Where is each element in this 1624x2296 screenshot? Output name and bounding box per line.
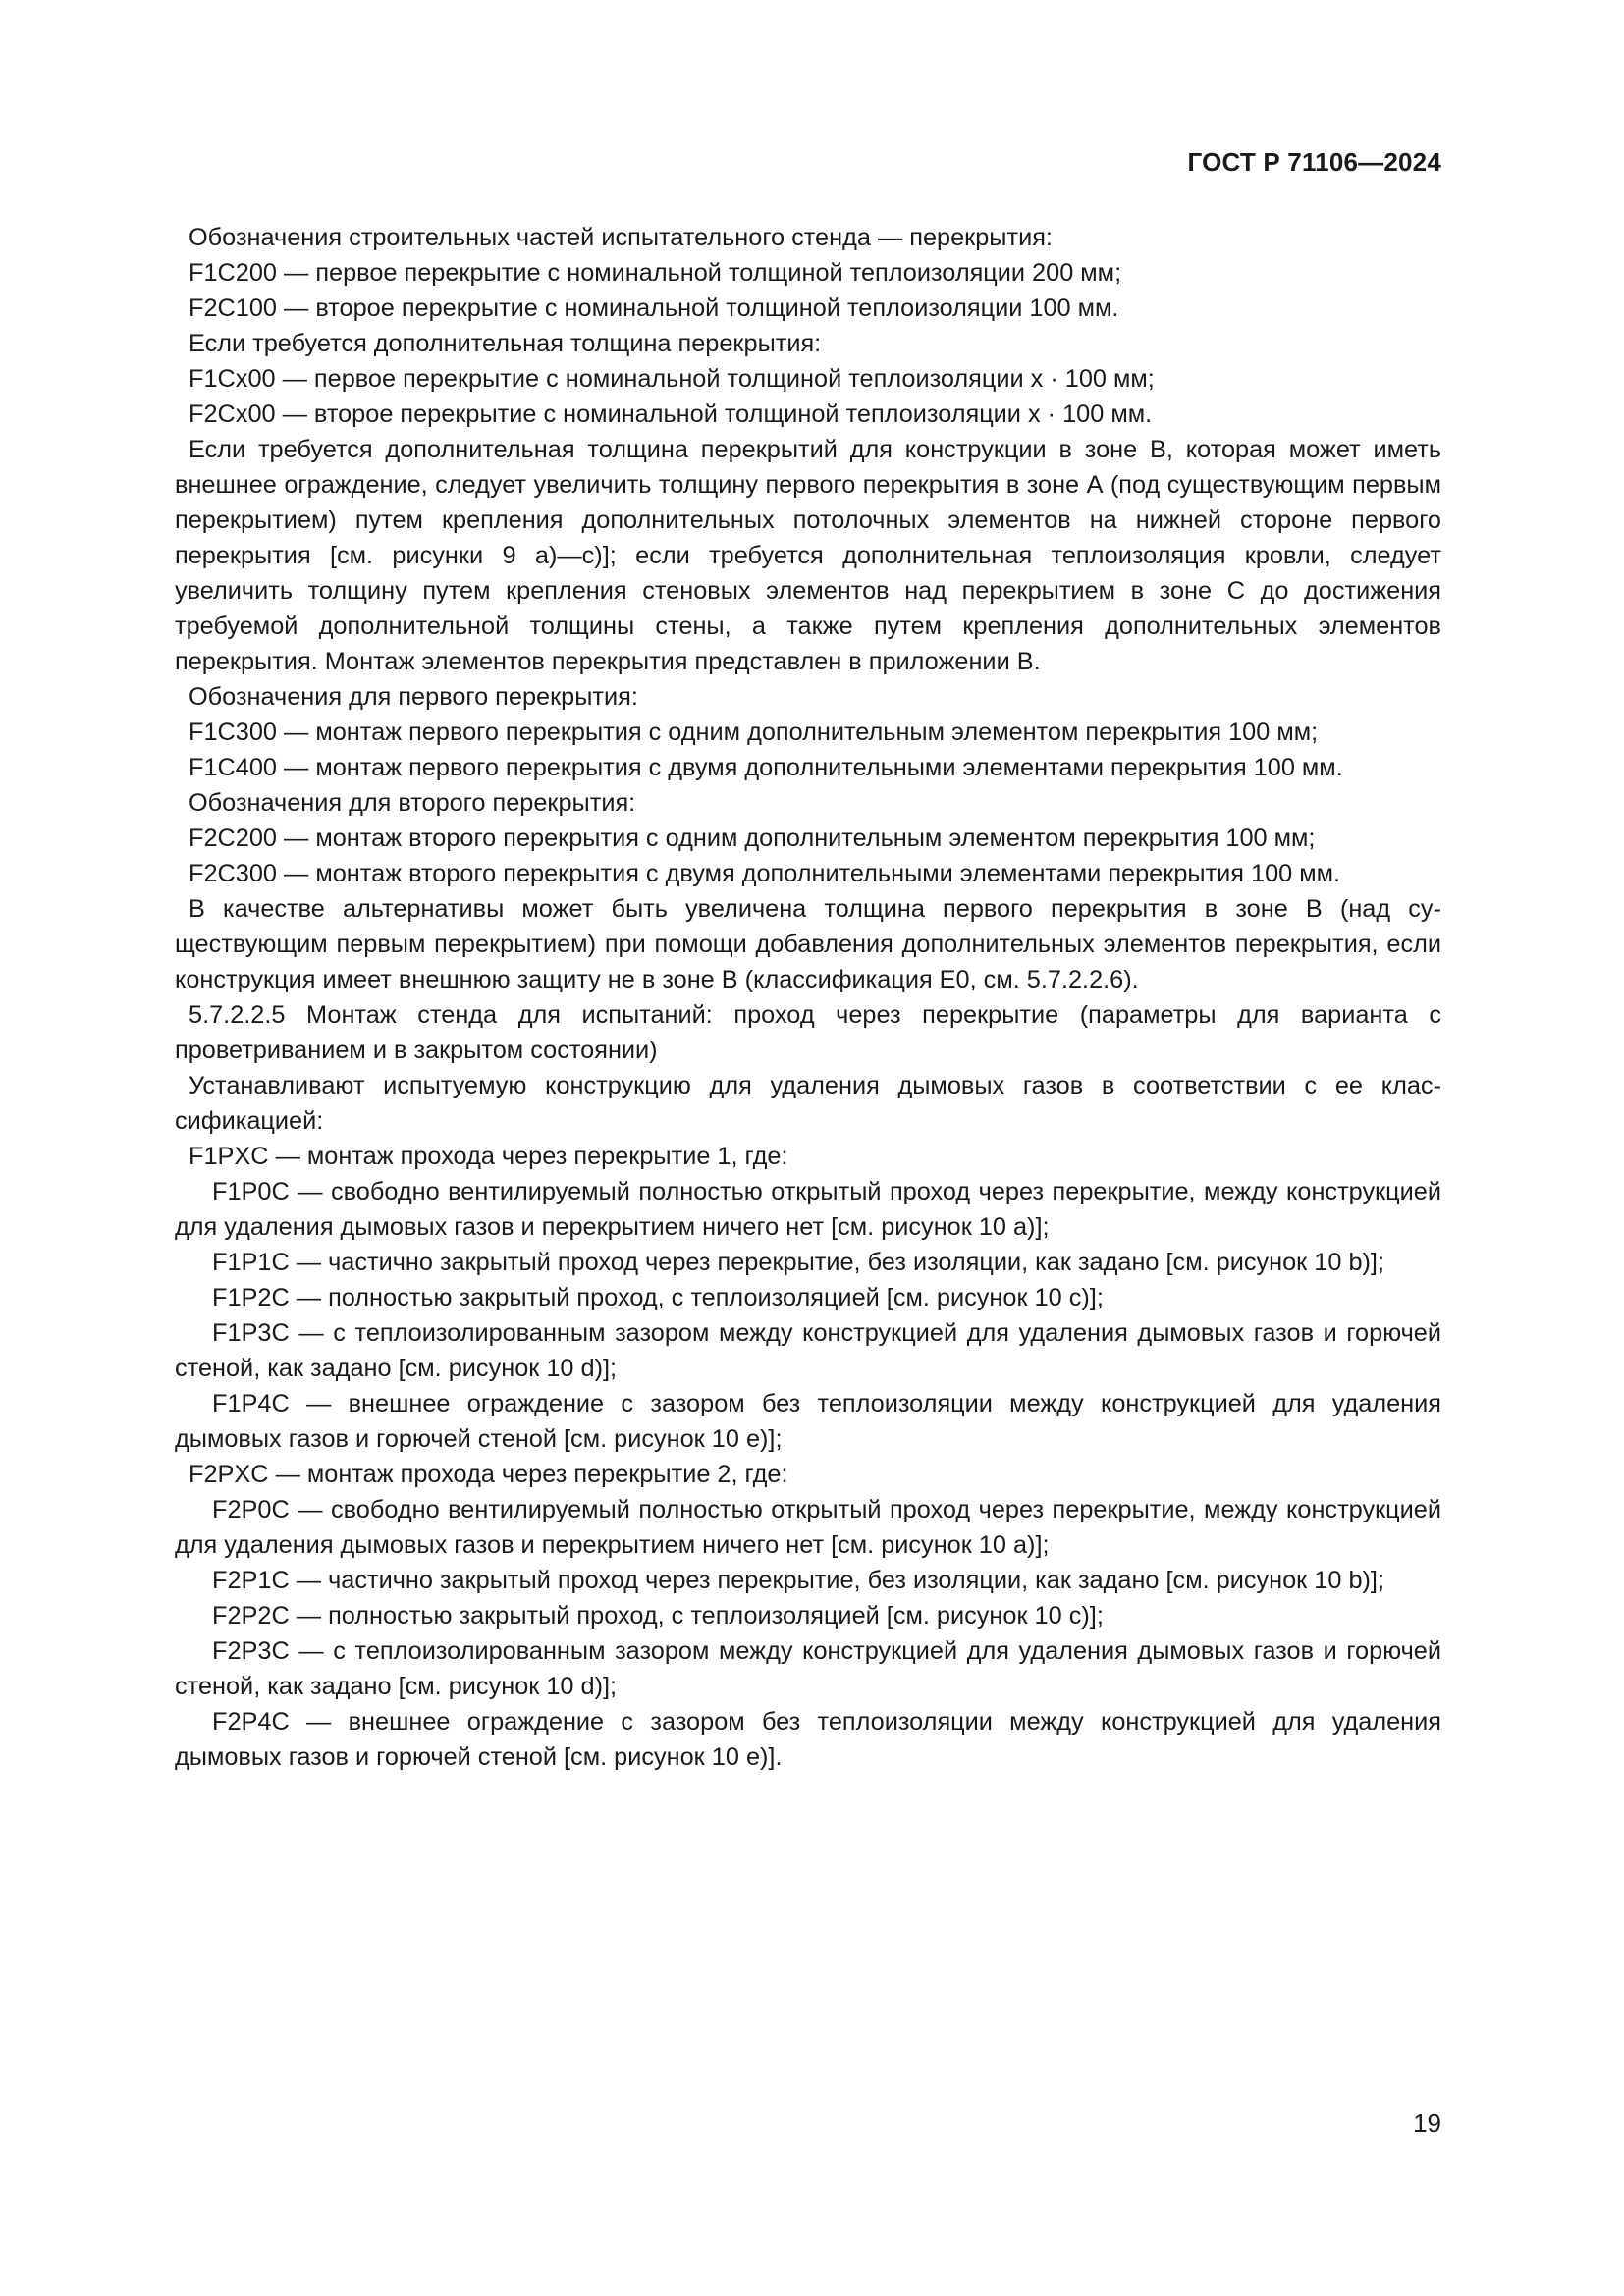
paragraph: Если требуется дополнительная толщина перекрытия: [189,330,822,357]
list-subitem: F1P0C — свободно вентилируемый полностью открытый проход через перекрытие, между конструкцией для удаления дымовых газов и перекрытием ничего нет [см. рисунок 10 а)]; [175,1178,1441,1241]
document-body [175,220,1441,1775]
paragraph: F1C400 — монтаж первого перекрытия с двумя дополнительными элементами перекрытия 100 мм. [189,754,1343,781]
paragraph: F2C300 — монтаж второго перекрытия с двумя дополнительными элементами перекрытия 100 мм. [189,860,1341,887]
list-subitem: F1P3C — с теплоизолированным зазором между конструкцией для удаления дымовых газов и горючей стеной, как задано [см. рисунок 10 d)]; [175,1319,1441,1382]
list-subitem: F2P3C — с теплоизолированным зазором между конструкцией для удаления дымовых газов и горючей стеной, как задано [см. рисунок 10 d)]; [175,1637,1441,1700]
list-subitem: F2P1C — частично закрытый проход через перекрытие, без изоляции, как задано [см. рисунок 10 b)]; [212,1567,1384,1594]
page-number: 19 [1413,2109,1441,2138]
list-subitem: F2P2C — полностью закрытый проход, с теплоизоляцией [см. рисунок 10 с)]; [212,1602,1104,1629]
document-header: ГОСТ Р 71106—2024 [1187,147,1441,177]
paragraph: F1C200 — первое перекрытие с номинальной толщиной теплоизоляции 200 мм; [189,259,1122,287]
paragraph: Обозначения для первого перекрытия: [189,683,638,711]
paragraph: F1Cx00 — первое перекрытие с номинальной толщиной теплоизоляции x · 100 мм; [189,365,1155,393]
list-subitem: F2P0C — свободно вентилируемый полностью открытый проход через перекрытие, между конструкцией для удаления дымовых газов и перекрытием ничего нет [см. рисунок 10 а)]; [175,1496,1441,1559]
section-heading: 5.7.2.2.5 Монтаж стенда для испытаний: проход через перекрытие (параметры для варианта с проветриванием и в закрытом состоянии) [175,1001,1441,1064]
list-subitem: F1P4C — внешнее ограждение с зазором без теплоизоляции между конструкцией для удаления дымовых газов и горючей стеной [см. рисунок 10 е)]; [175,1390,1441,1453]
paragraph: F2Cx00 — второе перекрытие с номинальной толщиной теплоизоляции x · 100 мм. [189,400,1153,428]
list-subitem: F1P1C — частично закрытый проход через перекрытие, без изоляции, как задано [см. рисунок 10 b)]; [212,1249,1384,1276]
paragraph: В качестве альтернативы может быть увеличена толщина первого перекрытия в зоне В (над существующим первым перекрытием) при помощи добавления дополнительных элементов перекрытия, если конструкция имеет внешнюю защиту не в зоне В (классификация Е0, см. 5.7.2.2.6). [175,895,1441,993]
paragraph: Обозначения для второго перекрытия: [189,789,636,817]
list-item: F2PXC — монтаж прохода через перекрытие 2, где: [189,1461,788,1488]
paragraph: Обозначения строительных частей испытательного стенда — перекрытия: [189,224,1053,251]
paragraph: Устанавливают испытуемую конструкцию для удаления дымовых газов в соответствии с ее классификацией: [175,1072,1441,1135]
list-item: F1PXC — монтаж прохода через перекрытие 1, где: [189,1143,788,1170]
paragraph: F1C300 — монтаж первого перекрытия с одним дополнительным элементом перекрытия 100 мм; [189,719,1319,746]
list-subitem: F1P2C — полностью закрытый проход, с теплоизоляцией [см. рисунок 10 с)]; [212,1284,1104,1311]
list-subitem: F2P4C — внешнее ограждение с зазором без теплоизоляции между конструкцией для удаления дымовых газов и горючей стеной [см. рисунок 10 е)]. [175,1708,1441,1771]
paragraph: F2C100 — второе перекрытие с номинальной толщиной теплоизоляции 100 мм. [189,294,1119,322]
paragraph: Если требуется дополнительная толщина перекрытий для конструкции в зоне В, которая может иметь внешнее ограждение, следует увеличить толщину первого перекрытия в зоне А (под существующим первым перекрытием) путем крепления дополнительных потолочных элементов на нижней стороне первого перекрытия [см. рисунки 9 а)—с)]; если требуется дополнительная теплоизоляция кровли, следует увеличить толщину путем крепления стеновых элементов над перекрытием в зоне С до достижения требуемой дополнительной толщины стены, а также путем крепления дополнительных элементов перекрытия. Монтаж элементов перекрытия представлен в приложении В. [175,436,1441,675]
paragraph: F2C200 — монтаж второго перекрытия с одним дополнительным элементом перекрытия 100 мм; [189,825,1316,852]
